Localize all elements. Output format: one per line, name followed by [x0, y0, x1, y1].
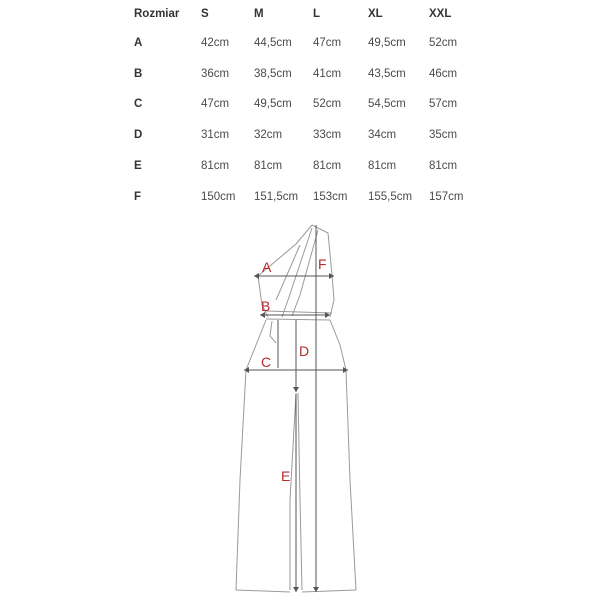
cell-f-xl: 155,5cm: [368, 191, 413, 203]
cell-a-xxl: 52cm: [429, 37, 458, 49]
cell-e-xxl: 81cm: [429, 160, 458, 172]
cell-f-s: 150cm: [201, 191, 236, 203]
row-label-f: F: [134, 191, 142, 203]
row-label-e: E: [134, 160, 142, 172]
cell-c-xl: 54,5cm: [368, 98, 406, 110]
cell-d-m: 32cm: [254, 129, 283, 141]
row-label-c: C: [134, 98, 143, 110]
cell-c-m: 49,5cm: [254, 98, 292, 110]
cell-d-l: 33cm: [313, 129, 342, 141]
cell-b-s: 36cm: [201, 68, 230, 80]
cell-e-s: 81cm: [201, 160, 230, 172]
header-size-s: S: [201, 8, 209, 20]
cell-c-s: 47cm: [201, 98, 230, 110]
row-label-d: D: [134, 129, 143, 141]
label-a: A: [262, 259, 272, 275]
header-size-xl: XL: [368, 8, 383, 20]
cell-e-xl: 81cm: [368, 160, 397, 172]
jumpsuit-measurement-diagram: [0, 215, 600, 600]
cell-e-l: 81cm: [313, 160, 342, 172]
cell-d-xxl: 35cm: [429, 129, 458, 141]
header-size-m: M: [254, 8, 264, 20]
cell-f-m: 151,5cm: [254, 191, 299, 203]
label-e: E: [281, 468, 291, 484]
cell-a-l: 47cm: [313, 37, 342, 49]
label-f: F: [318, 256, 327, 272]
header-size-l: L: [313, 8, 321, 20]
cell-d-s: 31cm: [201, 129, 230, 141]
row-label-a: A: [134, 37, 143, 49]
cell-b-xl: 43,5cm: [368, 68, 406, 80]
cell-f-xxl: 157cm: [429, 191, 464, 203]
cell-a-s: 42cm: [201, 37, 230, 49]
cell-b-xxl: 46cm: [429, 68, 458, 80]
header-size-xxl: XXL: [429, 8, 452, 20]
label-b: B: [261, 298, 271, 314]
cell-f-l: 153cm: [313, 191, 348, 203]
size-table: [0, 0, 600, 215]
row-label-b: B: [134, 68, 143, 80]
label-d: D: [299, 343, 310, 359]
header-corner: Rozmiar: [134, 8, 180, 20]
cell-a-xl: 49,5cm: [368, 37, 406, 49]
cell-c-l: 52cm: [313, 98, 342, 110]
cell-c-xxl: 57cm: [429, 98, 458, 110]
label-c: C: [261, 354, 272, 370]
cell-d-xl: 34cm: [368, 129, 397, 141]
cell-e-m: 81cm: [254, 160, 283, 172]
cell-b-m: 38,5cm: [254, 68, 292, 80]
cell-a-m: 44,5cm: [254, 37, 292, 49]
cell-b-l: 41cm: [313, 68, 342, 80]
